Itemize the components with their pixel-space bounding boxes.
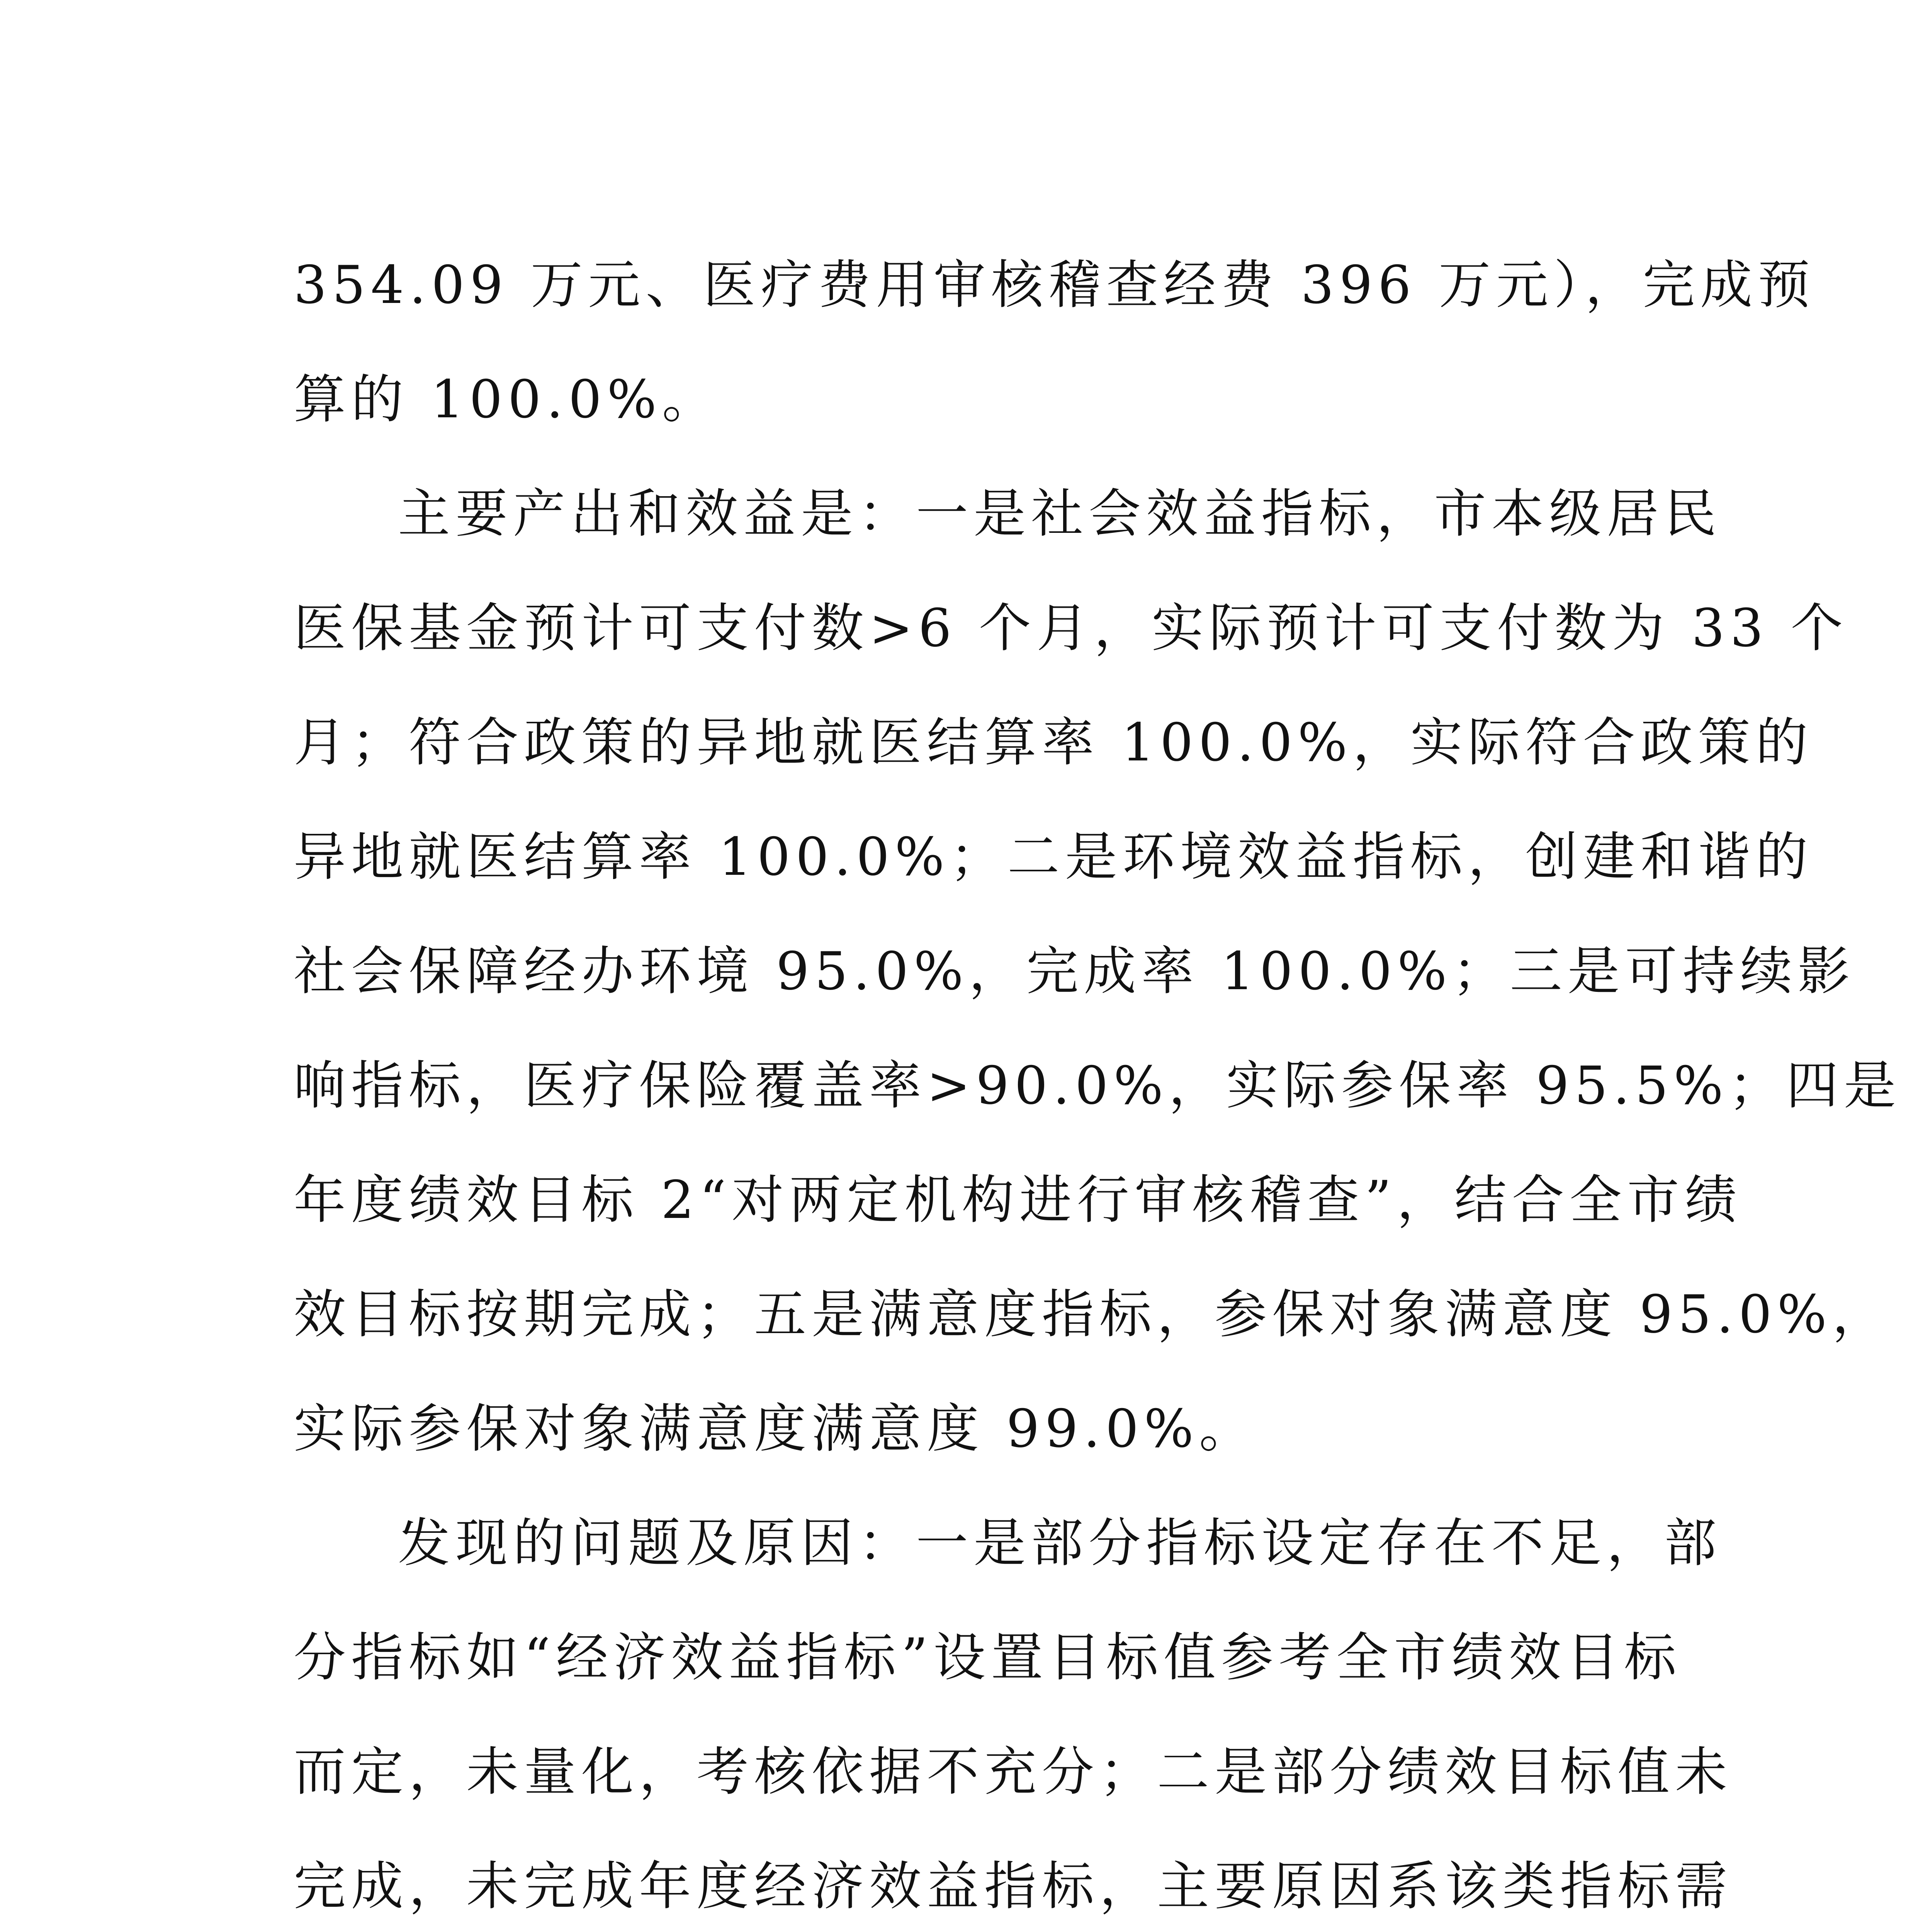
text-line: 实际参保对象满意度满意度 99.0%。	[294, 1398, 1257, 1459]
text-line: 效目标按期完成；五是满意度指标，参保对象满意度 95.0%，	[294, 1284, 1890, 1345]
paragraph-start-line: 发现的问题及原因：一是部分指标设定存在不足，部	[398, 1513, 1722, 1573]
text-line: 月；符合政策的异地就医结算率 100.0%，实际符合政策的	[294, 712, 1813, 773]
text-line: 异地就医结算率 100.0%；二是环境效益指标，创建和谐的	[294, 827, 1813, 887]
body-text	[294, 228, 1901, 1932]
text-line: 354.09 万元、医疗费用审核稽查经费 396 万元），完成预	[294, 255, 1816, 315]
text-line: 响指标，医疗保险覆盖率>90.0%，实际参保率 95.5%；四是	[294, 1055, 1901, 1116]
text-line: 完成，未完成年度经济效益指标，主要原因系该类指标需	[294, 1856, 1733, 1917]
text-line: 社会保障经办环境 95.0%，完成率 100.0%；三是可持续影	[294, 941, 1855, 1002]
text-line: 年度绩效目标 2“对两定机构进行审核稽查”，结合全市绩	[294, 1170, 1742, 1230]
text-line: 医保基金预计可支付数>6 个月，实际预计可支付数为 33 个	[294, 598, 1848, 658]
paragraph-start-line: 主要产出和效益是：一是社会效益指标，市本级居民	[398, 483, 1722, 544]
text-line: 分指标如“经济效益指标”设置目标值参考全市绩效目标	[294, 1627, 1682, 1688]
text-line: 算的 100.0%。	[294, 369, 720, 430]
text-line: 而定，未量化，考核依据不充分；二是部分绩效目标值未	[294, 1742, 1733, 1802]
